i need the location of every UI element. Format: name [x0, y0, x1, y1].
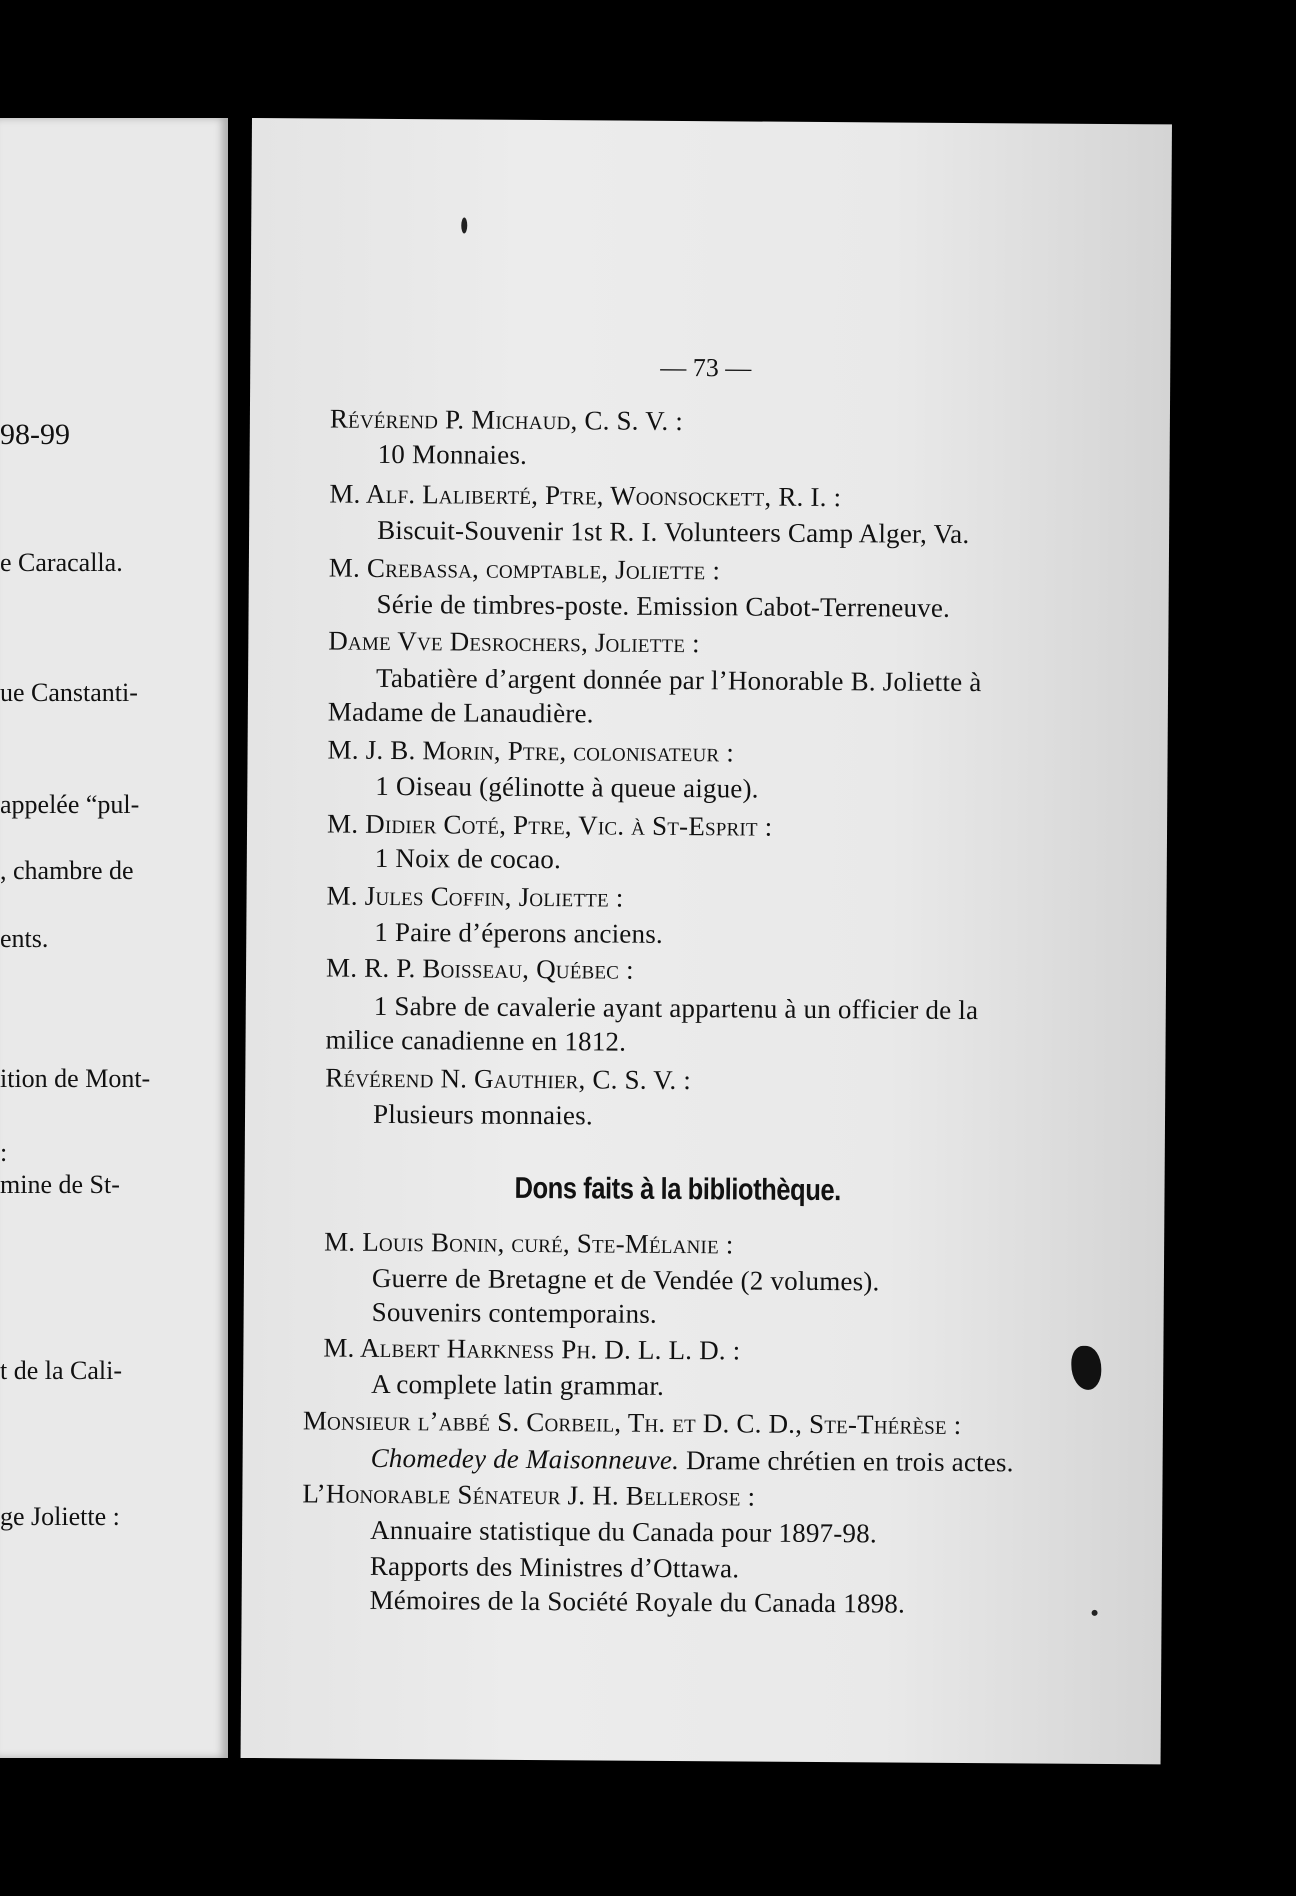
- left-fragment: :: [0, 1138, 8, 1167]
- donation-item: A complete latin grammar.: [371, 1368, 665, 1401]
- donation-item: 1 Paire d’éperons anciens.: [374, 916, 664, 949]
- section-title: Dons faits à la bibliothèque.: [514, 1171, 841, 1208]
- donor-name: Dame Vve Desrochers, Joliette :: [328, 625, 700, 659]
- donation-item: Biscuit-Souvenir 1st R. I. Volunteers Camp Alger, Va.: [377, 514, 970, 550]
- left-fragment: ents.: [0, 924, 49, 953]
- donation-item: Annuaire statistique du Canada pour 1897-98.: [370, 1514, 877, 1549]
- donation-item: Série de timbres-poste. Emission Cabot-Terreneuve.: [376, 588, 951, 623]
- donor-name: M. Albert Harkness Ph. D. L. L. D. :: [323, 1332, 741, 1366]
- left-fragment: ition de Mont-: [0, 1064, 151, 1093]
- left-fragment: appelée “pul-: [0, 790, 140, 819]
- ink-stain: [1071, 1346, 1101, 1390]
- left-fragment: , chambre de: [0, 856, 134, 885]
- left-fragment: ge Joliette :: [0, 1502, 120, 1531]
- donor-name: M. Alf. Laliberté, Ptre, Woonsockett, R. I. :: [329, 478, 842, 513]
- donor-name: M. Jules Coffin, Joliette :: [326, 880, 624, 913]
- donation-item: 1 Sabre de cavalerie ayant appartenu à un officier de la: [373, 990, 979, 1026]
- donation-item: Drame chrétien en trois actes.: [685, 1445, 1014, 1478]
- speck: [1092, 1610, 1098, 1616]
- donation-item: 1 Oiseau (gélinotte à queue aigue).: [375, 770, 759, 804]
- left-fragment: t de la Cali-: [0, 1356, 123, 1385]
- book-title: Chomedey de Maisonneuve.: [370, 1442, 680, 1476]
- donation-item: 1 Noix de cocao.: [374, 842, 562, 875]
- donor-name: Monsieur l’abbé S. Corbeil, Th. et D. C. D., Ste-Thérèse :: [302, 1405, 962, 1440]
- donation-item: milice canadienne en 1812.: [325, 1024, 627, 1057]
- right-page: [241, 118, 1172, 1764]
- donor-name: M. Louis Bonin, curé, Ste-Mélanie :: [324, 1226, 734, 1260]
- donation-item: Plusieurs monnaies.: [372, 1098, 593, 1131]
- donor-name: Révérend N. Gauthier, C. S. V. :: [325, 1062, 692, 1096]
- left-page: [0, 118, 228, 1758]
- donation-item: Madame de Lanaudière.: [327, 696, 594, 729]
- left-fragment: mine de St-: [0, 1170, 120, 1199]
- donation-item: Guerre de Bretagne et de Vendée (2 volumes).: [371, 1262, 880, 1297]
- donor-name: M. J. B. Morin, Ptre, colonisateur :: [327, 734, 735, 768]
- donor-name: L’Honorable Sénateur J. H. Bellerose :: [302, 1478, 756, 1512]
- left-fragment: 98-99: [0, 418, 70, 451]
- page-number: — 73 —: [660, 352, 752, 383]
- donation-item: 10 Monnaies.: [377, 438, 528, 470]
- donor-name: Révérend P. Michaud, C. S. V. :: [329, 403, 684, 437]
- left-fragment: e Caracalla.: [0, 548, 123, 577]
- donor-name: M. Crebassa, comptable, Joliette :: [328, 552, 721, 586]
- donation-item: Mémoires de la Société Royale du Canada 1898.: [369, 1584, 906, 1619]
- donor-name: M. Didier Coté, Ptre, Vic. à St-Esprit :: [326, 808, 773, 842]
- left-fragment: ue Canstanti-: [0, 678, 138, 707]
- donation-item: Tabatière d’argent donnée par l’Honorable B. Joliette à: [375, 662, 982, 698]
- donor-name: M. R. P. Boisseau, Québec :: [325, 952, 634, 985]
- speck: [461, 217, 467, 233]
- donation-item: Rapports des Ministres d’Ottawa.: [369, 1550, 740, 1584]
- donation-item-row: [371, 1443, 1014, 1478]
- donation-item: Souvenirs contemporains.: [371, 1296, 658, 1329]
